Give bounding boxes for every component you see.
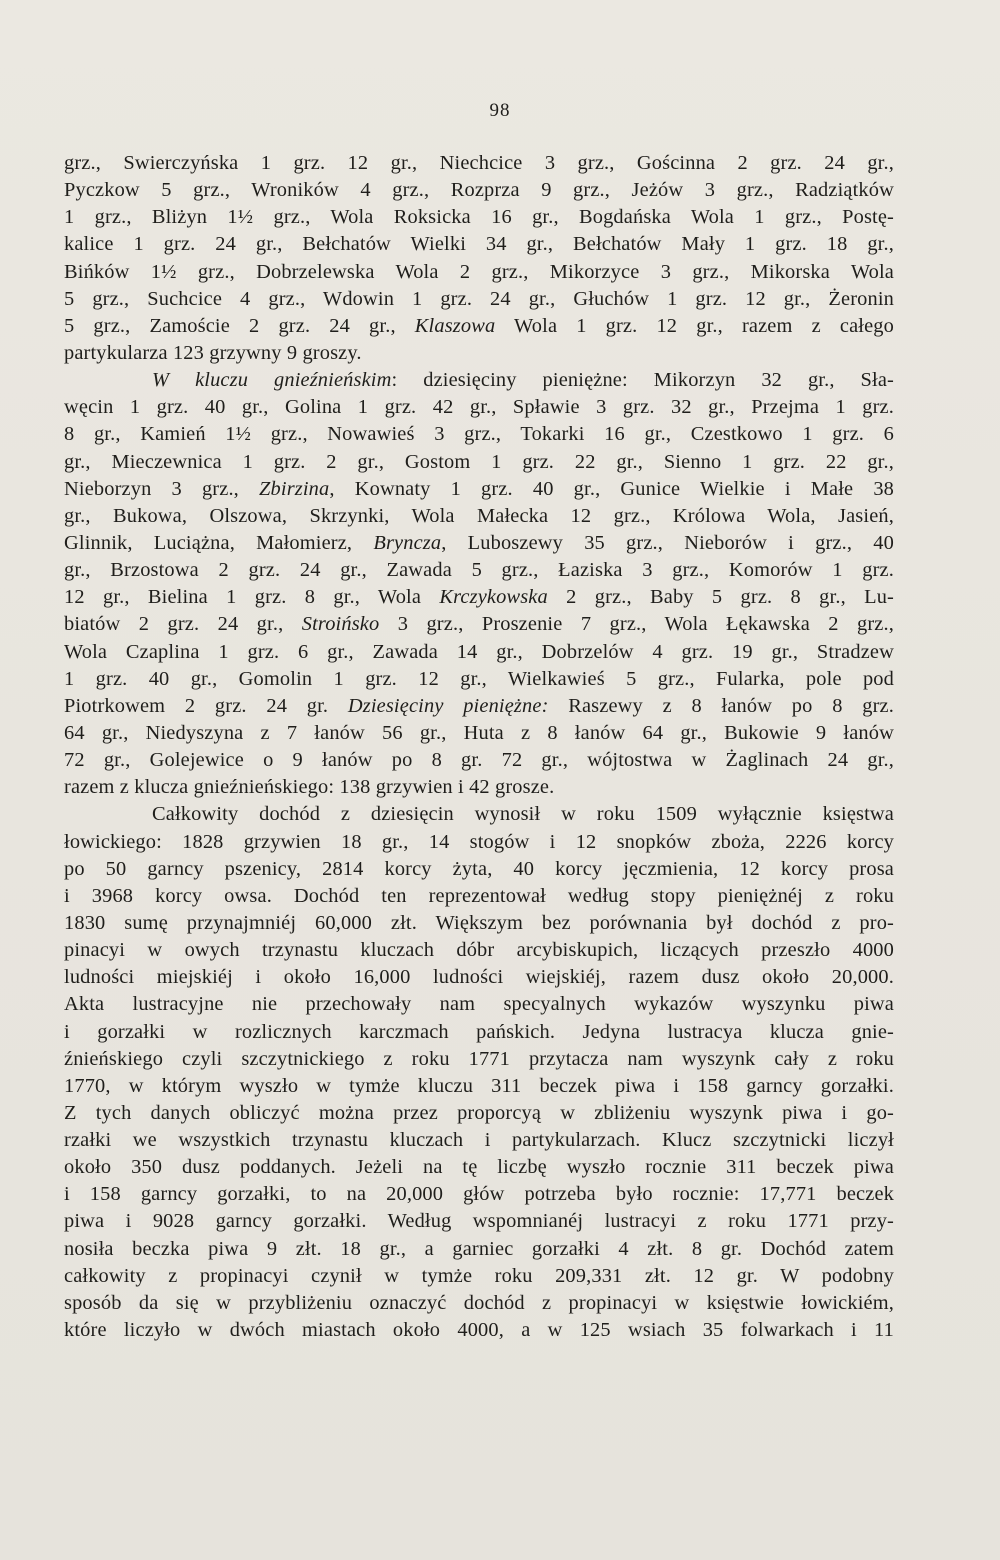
text-segment: 5 grz., Zamoście 2 grz. 24 gr., [64, 314, 415, 337]
text-line [64, 1208, 894, 1235]
text-segment: i 3968 korcy owsa. Dochód ten reprezentował według stopy pieniężnéj z roku [64, 884, 894, 907]
text-line [64, 666, 894, 693]
text-line [64, 367, 894, 394]
text-segment: Akta lustracyjne nie przechowały nam specyalnych wykazów wyszynku piwa [64, 993, 894, 1016]
text-segment: nosiła beczka piwa 9 złt. 18 gr., a garniec gorzałki 4 złt. 8 gr. Dochód zatem [64, 1237, 894, 1260]
text-segment: 1 grz. 40 gr., Gomolin 1 grz. 12 gr., Wielkawieś 5 grz., Fularka, pole pod [64, 667, 894, 690]
text-line [64, 449, 894, 476]
text-segment: Wola 1 grz. 12 gr., razem z całego [495, 314, 894, 337]
body-text [64, 150, 894, 1344]
text-segment: Nieborzyn 3 grz., [64, 477, 260, 500]
text-line [64, 856, 894, 883]
text-segment: węcin 1 grz. 40 gr., Golina 1 grz. 42 gr., Spławie 3 grz. 32 gr., Przejma 1 grz. [64, 396, 894, 419]
text-segment: grz., Swierczyńska 1 grz. 12 gr., Niechcice 3 grz., Gościnna 2 grz. 24 gr., [64, 152, 894, 174]
text-segment: sposób da się w przybliżeniu oznaczyć dochód z propinacyi w księstwie łowickiém, [64, 1291, 894, 1314]
text-segment: Wola Czaplina 1 grz. 6 gr., Zawada 14 gr., Dobrzelów 4 grz. 19 gr., Stradzew [64, 640, 894, 663]
text-segment: kalice 1 grz. 24 gr., Bełchatów Wielki 34 gr., Bełchatów Mały 1 grz. 18 gr., [64, 233, 894, 256]
text-line [64, 340, 894, 367]
text-line [64, 1100, 894, 1127]
text-segment: Pyczkow 5 grz., Wroników 4 grz., Rozprza 9 grz., Jeżów 3 grz., Radziątków [64, 179, 894, 202]
text-segment: po 50 garncy pszenicy, 2814 korcy żyta, 40 korcy jęczmienia, 12 korcy prosa [64, 857, 894, 880]
text-segment: i gorzałki w rozlicznych karczmach pańskich. Jedyna lustracya klucza gnie- [64, 1020, 894, 1043]
text-segment: gr., Mieczewnica 1 grz. 2 gr., Gostom 1 grz. 22 gr., Sienno 1 grz. 22 gr., [64, 450, 894, 473]
text-segment: gr., Brzostowa 2 grz. 24 gr., Zawada 5 grz., Łaziska 3 grz., Komorów 1 grz. [64, 559, 894, 582]
text-line [64, 747, 894, 774]
text-line [64, 829, 894, 856]
text-segment: 5 grz., Suchcice 4 grz., Wdowin 1 grz. 24 gr., Głuchów 1 grz. 12 gr., Żeronin [64, 287, 894, 310]
text-segment: Raszewy z 8 łanów po 8 grz. [548, 694, 894, 717]
text-segment: partykularza 123 grzywny 9 groszy. [64, 341, 362, 364]
text-segment: źnieńskiego czyli szczytnickiego z roku 1771 przytacza nam wyszynk cały z roku [64, 1047, 894, 1070]
italic-text-segment: Klaszowa [414, 314, 496, 337]
text-segment: pinacyi w owych trzynastu kluczach dóbr arcybiskupich, liczących przeszło 4000 [64, 939, 894, 962]
text-segment: razem z klucza gnieźnieńskiego: 138 grzywien i 42 grosze. [64, 776, 555, 799]
page-number: 98 [489, 100, 511, 121]
text-segment: gr., Bukowa, Olszowa, Skrzynki, Wola Małecka 12 grz., Królowa Wola, Jasień, [64, 504, 894, 527]
text-segment: Z tych danych obliczyć można przez proporcyą w zbliżeniu wyszynk piwa i go- [64, 1101, 894, 1124]
text-line [64, 1236, 894, 1263]
text-line [64, 693, 894, 720]
text-segment: 8 gr., Kamień 1½ grz., Nowawieś 3 grz., Tokarki 16 gr., Czestkowo 1 grz. 6 [64, 423, 894, 446]
text-line [64, 476, 894, 503]
text-line [64, 1046, 894, 1073]
text-segment: ludności miejskiéj i około 16,000 ludności wiejskiéj, razem dusz około 20,000. [64, 966, 894, 989]
text-segment: całkowity z propinacyi czynił w tymże roku 209,331 złt. 12 gr. W podobny [64, 1264, 894, 1287]
italic-text-segment: Bryncza [373, 531, 442, 554]
text-line [64, 1263, 894, 1290]
text-line [64, 1181, 894, 1208]
text-segment: które liczyło w dwóch miastach około 4000, a w 125 wsiach 35 folwarkach i 11 [64, 1319, 894, 1342]
text-line [64, 1317, 894, 1344]
text-line [64, 530, 894, 557]
text-segment: , Kownaty 1 grz. 40 gr., Gunice Wielkie i Małe 38 [329, 477, 894, 500]
italic-text-segment: W kluczu gnieźnieńskim [152, 369, 392, 392]
text-segment: i 158 garncy gorzałki, to na 20,000 głów potrzeba było rocznie: 17,771 beczek [64, 1183, 894, 1206]
text-segment: około 350 dusz poddanych. Jeżeli na tę liczbę wyszło rocznie 311 beczek piwa [64, 1156, 894, 1179]
text-segment: 1770, w którym wyszło w tymże kluczu 311 beczek piwa i 158 garncy gorzałki. [64, 1074, 894, 1097]
italic-text-segment: Dziesięciny pieniężne: [347, 694, 549, 717]
italic-text-segment: Stroińsko [301, 613, 380, 636]
text-line [64, 1290, 894, 1317]
text-segment: piwa i 9028 garncy gorzałki. Według wspomnianéj lustracyi z roku 1771 przy- [64, 1210, 894, 1233]
text-segment: Całkowity dochód z dziesięcin wynosił w roku 1509 wyłącznie księstwa [152, 803, 894, 826]
text-line [64, 231, 894, 258]
text-line [64, 204, 894, 231]
text-line [64, 611, 894, 638]
text-line [64, 1073, 894, 1100]
text-line [64, 259, 894, 286]
text-segment: : dziesięciny pieniężne: Mikorzyn 32 gr., Sła- [391, 369, 894, 392]
text-line [64, 394, 894, 421]
text-line [64, 910, 894, 937]
text-segment: biatów 2 grz. 24 gr., [64, 613, 302, 636]
text-line [64, 150, 894, 177]
text-line [64, 639, 894, 666]
text-line [64, 584, 894, 611]
italic-text-segment: Krczykowska [439, 586, 548, 609]
text-segment: 12 gr., Bielina 1 grz. 8 gr., Wola [64, 586, 440, 609]
text-line [64, 883, 894, 910]
text-line [64, 1019, 894, 1046]
text-segment: 2 grz., Baby 5 grz. 8 gr., Lu- [547, 586, 894, 609]
text-segment: łowickiego: 1828 grzywien 18 gr., 14 stogów i 12 snopków zboża, 2226 korcy [64, 830, 894, 853]
italic-text-segment: Zbirzina [259, 477, 330, 500]
text-segment: 72 gr., Golejewice o 9 łanów po 8 gr. 72 gr., wójtostwa w Żaglinach 24 gr., [64, 749, 894, 772]
text-segment: 1830 sumę przynajmniéj 60,000 złt. Większym bez porównania był dochód z pro- [64, 911, 894, 934]
text-line [64, 557, 894, 584]
text-segment: rzałki we wszystkich trzynastu kluczach i partykularzach. Klucz szczytnicki liczył [64, 1129, 894, 1152]
text-line [64, 177, 894, 204]
text-line [64, 720, 894, 747]
text-segment: Glinnik, Luciążna, Małomierz, [64, 531, 374, 554]
text-segment: 64 gr., Niedyszyna z 7 łanów 56 gr., Huta z 8 łanów 64 gr., Bukowie 9 łanów [64, 721, 894, 744]
text-line [64, 313, 894, 340]
text-line [64, 286, 894, 313]
text-line [64, 421, 894, 448]
text-segment: Bińków 1½ grz., Dobrzelewska Wola 2 grz., Mikorzyce 3 grz., Mikorska Wola [64, 260, 894, 283]
text-line [64, 937, 894, 964]
text-segment: 3 grz., Proszenie 7 grz., Wola Łękawska 2 grz., [379, 613, 894, 636]
text-segment: Piotrkowem 2 grz. 24 gr. [64, 694, 348, 717]
text-line [64, 1154, 894, 1181]
text-line [64, 801, 894, 828]
text-line [64, 774, 894, 801]
text-line [64, 1127, 894, 1154]
text-segment: 1 grz., Bliżyn 1½ grz., Wola Roksicka 16 gr., Bogdańska Wola 1 grz., Postę- [64, 206, 894, 229]
text-line [64, 991, 894, 1018]
text-line [64, 503, 894, 530]
text-segment: , Luboszewy 35 grz., Nieborów i grz., 40 [441, 531, 894, 554]
text-line [64, 964, 894, 991]
